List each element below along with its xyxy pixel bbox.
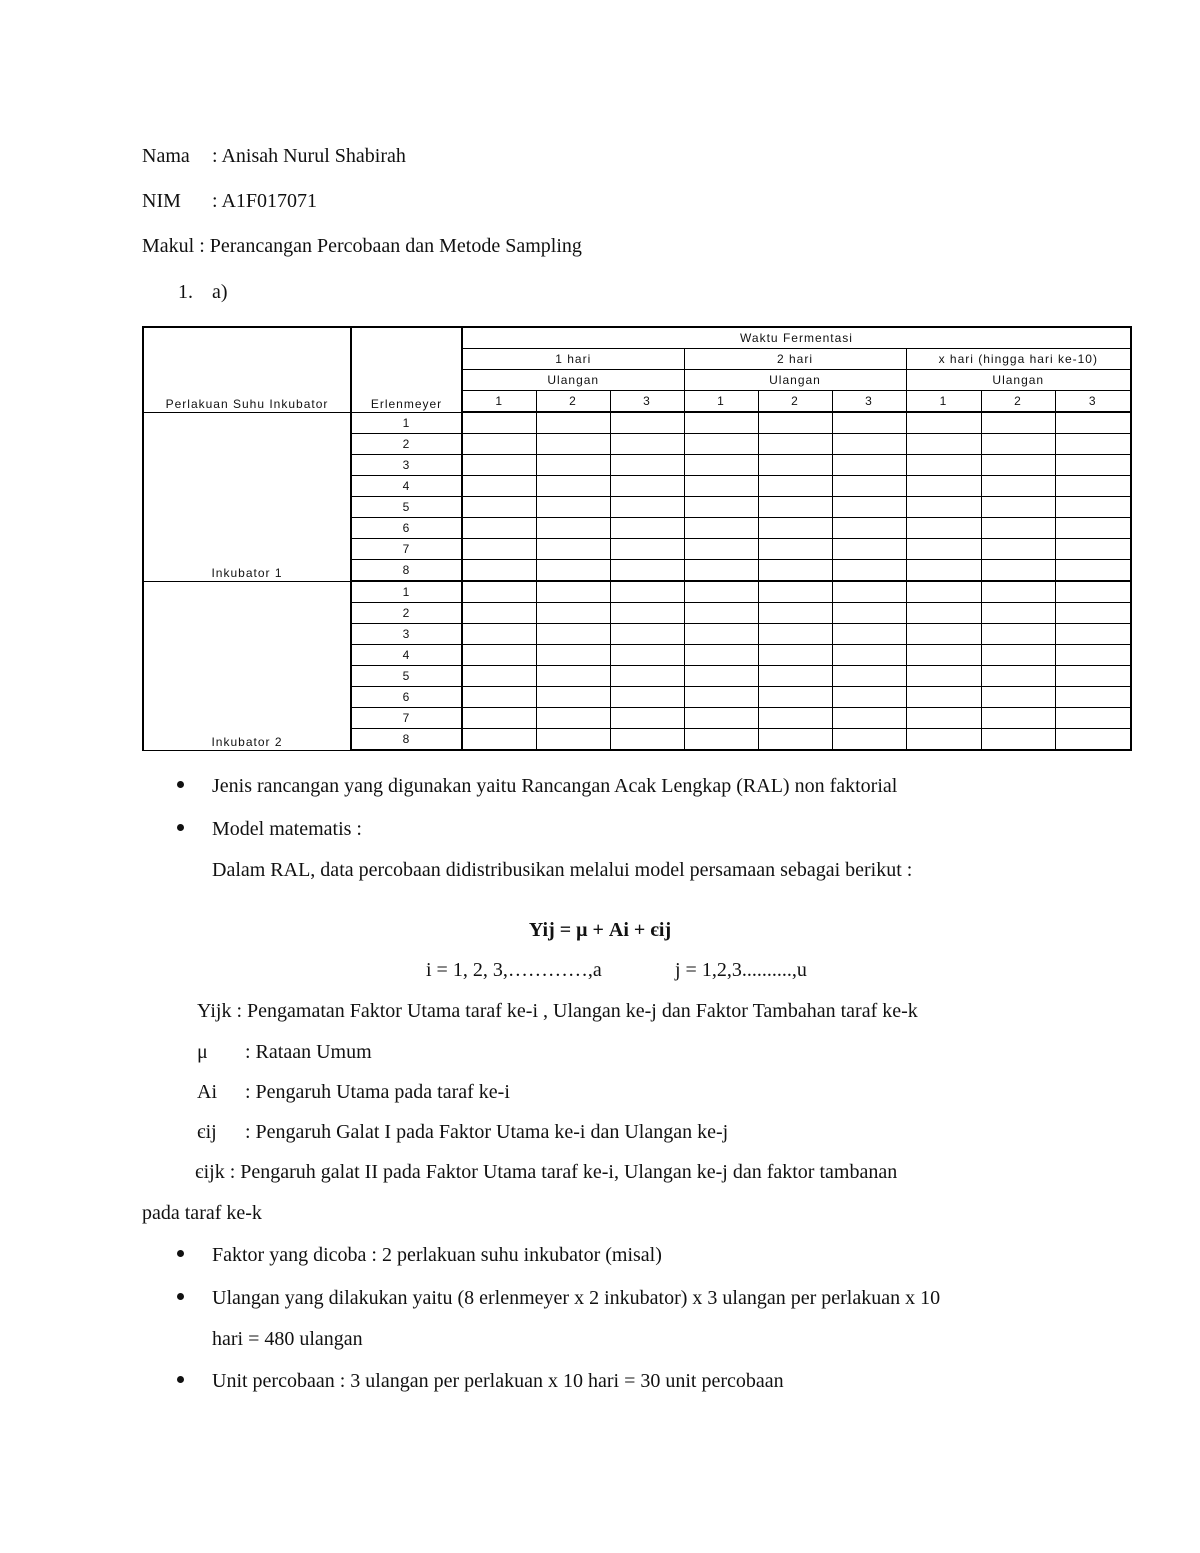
data-cell[interactable] <box>462 518 536 539</box>
data-cell[interactable] <box>906 476 981 497</box>
data-cell[interactable] <box>462 603 536 624</box>
perlakuan-header: Perlakuan Suhu Inkubator <box>143 327 351 412</box>
data-cell[interactable] <box>536 645 610 666</box>
erlenmeyer-number: 2 <box>351 603 462 624</box>
index-i: i = 1, 2, 3,…………,a <box>426 959 602 981</box>
bullet-ulangan-line1: Ulangan yang dilakukan yaitu (8 erlenmeyer x 2 inkubator) x 3 ulangan per perlakuan x 10 <box>212 1287 941 1309</box>
data-cell[interactable] <box>906 645 981 666</box>
def-eijk-continued: pada taraf ke-k <box>142 1202 262 1224</box>
data-cell[interactable] <box>906 518 981 539</box>
makul-line <box>142 234 582 258</box>
data-cell[interactable] <box>981 708 1055 729</box>
data-cell[interactable] <box>832 539 906 560</box>
data-cell[interactable] <box>462 581 536 603</box>
data-cell[interactable] <box>832 434 906 455</box>
bullet-ulangan-line2: hari = 480 ulangan <box>212 1328 363 1350</box>
bullet-dot <box>177 824 184 831</box>
data-cell[interactable] <box>832 518 906 539</box>
model-description: Dalam RAL, data percobaan didistribusikan melalui model persamaan sebagai berikut : <box>212 859 913 881</box>
data-cell[interactable] <box>981 560 1055 582</box>
erlenmeyer-number: 3 <box>351 624 462 645</box>
data-cell[interactable] <box>536 729 610 751</box>
data-cell[interactable] <box>462 476 536 497</box>
data-cell[interactable] <box>1055 560 1131 582</box>
inkubator-group-label: Inkubator 2 <box>143 581 351 750</box>
data-cell[interactable] <box>610 603 684 624</box>
data-cell[interactable] <box>536 455 610 476</box>
fermentation-table <box>142 326 1132 751</box>
data-cell[interactable] <box>684 518 758 539</box>
erlenmeyer-number: 8 <box>351 560 462 582</box>
makul-value: : Perancangan Percobaan dan Metode Sampling <box>199 235 582 257</box>
data-cell[interactable] <box>758 497 832 518</box>
data-cell[interactable] <box>610 560 684 582</box>
erlenmeyer-number: 8 <box>351 729 462 751</box>
erlenmeyer-number: 5 <box>351 497 462 518</box>
data-cell[interactable] <box>906 708 981 729</box>
erlenmeyer-number: 4 <box>351 476 462 497</box>
data-cell[interactable] <box>758 434 832 455</box>
data-cell[interactable] <box>684 687 758 708</box>
data-cell[interactable] <box>610 666 684 687</box>
data-cell[interactable] <box>906 560 981 582</box>
data-cell[interactable] <box>1055 645 1131 666</box>
bullet-dot <box>177 1376 184 1383</box>
data-cell[interactable] <box>758 518 832 539</box>
inkubator-group-label: Inkubator 1 <box>143 412 351 581</box>
data-cell[interactable] <box>684 476 758 497</box>
data-cell[interactable] <box>758 603 832 624</box>
data-cell[interactable] <box>981 666 1055 687</box>
data-cell[interactable] <box>832 412 906 434</box>
erlenmeyer-header: Erlenmeyer <box>351 327 462 412</box>
data-cell[interactable] <box>536 666 610 687</box>
nama-label: Nama <box>142 145 190 167</box>
data-cell[interactable] <box>758 729 832 751</box>
data-cell[interactable] <box>758 560 832 582</box>
data-cell[interactable] <box>684 412 758 434</box>
ulangan-number: 3 <box>832 391 906 413</box>
erlenmeyer-number: 6 <box>351 518 462 539</box>
data-cell[interactable] <box>758 687 832 708</box>
data-cell[interactable] <box>758 476 832 497</box>
data-cell[interactable] <box>462 560 536 582</box>
data-cell[interactable] <box>684 645 758 666</box>
table-row <box>143 412 1131 434</box>
data-cell[interactable] <box>610 708 684 729</box>
data-cell[interactable] <box>1055 624 1131 645</box>
data-cell[interactable] <box>610 687 684 708</box>
erlenmeyer-number: 7 <box>351 708 462 729</box>
data-cell[interactable] <box>462 455 536 476</box>
data-cell[interactable] <box>1055 497 1131 518</box>
ulangan-number: 1 <box>684 391 758 413</box>
ulangan-number: 2 <box>758 391 832 413</box>
data-cell[interactable] <box>462 624 536 645</box>
data-cell[interactable] <box>906 497 981 518</box>
data-cell[interactable] <box>1055 729 1131 751</box>
ulangan-label: Ulangan <box>684 370 906 391</box>
bullet-faktor: Faktor yang dicoba : 2 perlakuan suhu inkubator (misal) <box>212 1244 662 1266</box>
erlenmeyer-number: 7 <box>351 539 462 560</box>
bullet-dot <box>177 1293 184 1300</box>
data-cell[interactable] <box>536 497 610 518</box>
data-cell[interactable] <box>832 560 906 582</box>
data-cell[interactable] <box>1055 539 1131 560</box>
data-cell[interactable] <box>610 581 684 603</box>
data-cell[interactable] <box>832 645 906 666</box>
ulangan-number: 2 <box>536 391 610 413</box>
data-cell[interactable] <box>832 476 906 497</box>
bullet-unit-percobaan: Unit percobaan : 3 ulangan per perlakuan x 10 hari = 30 unit percobaan <box>212 1370 784 1392</box>
data-cell[interactable] <box>981 581 1055 603</box>
data-cell[interactable] <box>1055 518 1131 539</box>
def-eij-symbol: єij <box>197 1121 217 1143</box>
data-cell[interactable] <box>1055 581 1131 603</box>
data-cell[interactable] <box>684 560 758 582</box>
data-cell[interactable] <box>981 687 1055 708</box>
data-cell[interactable] <box>832 729 906 751</box>
data-cell[interactable] <box>610 645 684 666</box>
data-cell[interactable] <box>906 412 981 434</box>
data-cell[interactable] <box>906 624 981 645</box>
erlenmeyer-number: 1 <box>351 581 462 603</box>
data-cell[interactable] <box>536 603 610 624</box>
data-cell[interactable] <box>536 434 610 455</box>
data-cell[interactable] <box>832 708 906 729</box>
data-cell[interactable] <box>536 708 610 729</box>
def-mu: : Rataan Umum <box>245 1041 372 1063</box>
data-cell[interactable] <box>536 581 610 603</box>
data-cell[interactable] <box>906 687 981 708</box>
data-cell[interactable] <box>981 455 1055 476</box>
data-cell[interactable] <box>610 455 684 476</box>
data-cell[interactable] <box>832 497 906 518</box>
data-cell[interactable] <box>906 581 981 603</box>
erlenmeyer-number: 5 <box>351 666 462 687</box>
data-cell[interactable] <box>462 708 536 729</box>
data-cell[interactable] <box>981 645 1055 666</box>
data-cell[interactable] <box>906 603 981 624</box>
ulangan-label: Ulangan <box>906 370 1131 391</box>
def-eijk: єijk : Pengaruh galat II pada Faktor Utama taraf ke-i, Ulangan ke-j dan faktor tambanan <box>195 1161 898 1183</box>
data-cell[interactable] <box>981 539 1055 560</box>
data-cell[interactable] <box>610 412 684 434</box>
erlenmeyer-number: 4 <box>351 645 462 666</box>
data-cell[interactable] <box>758 645 832 666</box>
data-cell[interactable] <box>536 560 610 582</box>
data-cell[interactable] <box>1055 687 1131 708</box>
data-cell[interactable] <box>462 412 536 434</box>
nama-line <box>142 144 406 168</box>
waktu-header: Waktu Fermentasi <box>462 327 1131 349</box>
ulangan-number: 3 <box>610 391 684 413</box>
index-j: j = 1,2,3..........,u <box>675 959 807 981</box>
data-cell[interactable] <box>981 729 1055 751</box>
item-number: 1. <box>178 281 193 303</box>
def-ai: : Pengaruh Utama pada taraf ke-i <box>245 1081 510 1103</box>
erlenmeyer-number: 6 <box>351 687 462 708</box>
data-cell[interactable] <box>1055 603 1131 624</box>
data-cell[interactable] <box>536 412 610 434</box>
def-ai-symbol: Ai <box>197 1081 217 1103</box>
data-cell[interactable] <box>906 455 981 476</box>
data-cell[interactable] <box>462 497 536 518</box>
data-cell[interactable] <box>684 624 758 645</box>
data-cell[interactable] <box>610 497 684 518</box>
bullet-dot <box>177 781 184 788</box>
bullet-jenis-rancangan: Jenis rancangan yang digunakan yaitu Rancangan Acak Lengkap (RAL) non faktorial <box>212 775 898 797</box>
data-cell[interactable] <box>758 412 832 434</box>
data-cell[interactable] <box>758 666 832 687</box>
data-cell[interactable] <box>610 518 684 539</box>
data-cell[interactable] <box>1055 666 1131 687</box>
data-cell[interactable] <box>981 476 1055 497</box>
data-cell[interactable] <box>462 539 536 560</box>
data-cell[interactable] <box>684 729 758 751</box>
model-formula: Yij = μ + Ai + єij <box>528 919 672 941</box>
nim-label: NIM <box>142 190 181 212</box>
ulangan-label: Ulangan <box>462 370 684 391</box>
data-cell[interactable] <box>981 603 1055 624</box>
ulangan-number: 2 <box>981 391 1055 413</box>
data-cell[interactable] <box>758 708 832 729</box>
ulangan-number: 3 <box>1055 391 1131 413</box>
day-group-1: 1 hari <box>462 349 684 370</box>
data-cell[interactable] <box>832 687 906 708</box>
data-cell[interactable] <box>981 624 1055 645</box>
data-cell[interactable] <box>684 581 758 603</box>
data-cell[interactable] <box>1055 434 1131 455</box>
erlenmeyer-number: 2 <box>351 434 462 455</box>
data-cell[interactable] <box>758 581 832 603</box>
day-group-2: 2 hari <box>684 349 906 370</box>
erlenmeyer-number: 3 <box>351 455 462 476</box>
data-cell[interactable] <box>684 497 758 518</box>
data-cell[interactable] <box>610 539 684 560</box>
data-cell[interactable] <box>906 539 981 560</box>
makul-label: Makul <box>142 235 195 257</box>
data-cell[interactable] <box>610 624 684 645</box>
data-cell[interactable] <box>536 687 610 708</box>
nim-value: : A1F017071 <box>212 190 318 212</box>
data-cell[interactable] <box>462 434 536 455</box>
data-cell[interactable] <box>462 666 536 687</box>
nim-line <box>142 189 317 213</box>
data-cell[interactable] <box>981 412 1055 434</box>
day-group-3: x hari (hingga hari ke-10) <box>906 349 1131 370</box>
data-cell[interactable] <box>684 603 758 624</box>
data-cell[interactable] <box>981 497 1055 518</box>
def-yijk: Yijk : Pengamatan Faktor Utama taraf ke-i , Ulangan ke-j dan Faktor Tambahan taraf ke-k <box>197 1000 918 1022</box>
erlenmeyer-number: 1 <box>351 412 462 434</box>
data-cell[interactable] <box>832 455 906 476</box>
data-cell[interactable] <box>1055 455 1131 476</box>
data-cell[interactable] <box>758 455 832 476</box>
def-eij: : Pengaruh Galat I pada Faktor Utama ke-i dan Ulangan ke-j <box>245 1121 729 1143</box>
data-cell[interactable] <box>462 645 536 666</box>
data-cell[interactable] <box>684 434 758 455</box>
data-cell[interactable] <box>536 624 610 645</box>
data-cell[interactable] <box>684 708 758 729</box>
data-cell[interactable] <box>684 539 758 560</box>
data-cell[interactable] <box>536 518 610 539</box>
data-cell[interactable] <box>832 666 906 687</box>
data-cell[interactable] <box>610 434 684 455</box>
bullet-dot <box>177 1250 184 1257</box>
data-cell[interactable] <box>906 729 981 751</box>
data-cell[interactable] <box>758 624 832 645</box>
data-cell[interactable] <box>536 539 610 560</box>
data-cell[interactable] <box>906 434 981 455</box>
ulangan-number: 1 <box>462 391 536 413</box>
data-cell[interactable] <box>906 666 981 687</box>
data-cell[interactable] <box>1055 412 1131 434</box>
bullet-model-matematis: Model matematis : <box>212 818 362 840</box>
data-cell[interactable] <box>1055 708 1131 729</box>
table-row <box>143 581 1131 603</box>
data-cell[interactable] <box>610 729 684 751</box>
data-cell[interactable] <box>610 476 684 497</box>
data-cell[interactable] <box>832 624 906 645</box>
data-cell[interactable] <box>536 476 610 497</box>
ulangan-number: 1 <box>906 391 981 413</box>
data-cell[interactable] <box>462 687 536 708</box>
data-cell[interactable] <box>462 729 536 751</box>
data-cell[interactable] <box>832 581 906 603</box>
data-cell[interactable] <box>684 666 758 687</box>
data-cell[interactable] <box>758 539 832 560</box>
data-cell[interactable] <box>832 603 906 624</box>
data-cell[interactable] <box>981 434 1055 455</box>
item-sub: a) <box>212 281 228 303</box>
data-cell[interactable] <box>684 455 758 476</box>
nama-value: : Anisah Nurul Shabirah <box>212 145 406 167</box>
data-cell[interactable] <box>981 518 1055 539</box>
def-mu-symbol: μ <box>197 1041 208 1063</box>
data-cell[interactable] <box>1055 476 1131 497</box>
